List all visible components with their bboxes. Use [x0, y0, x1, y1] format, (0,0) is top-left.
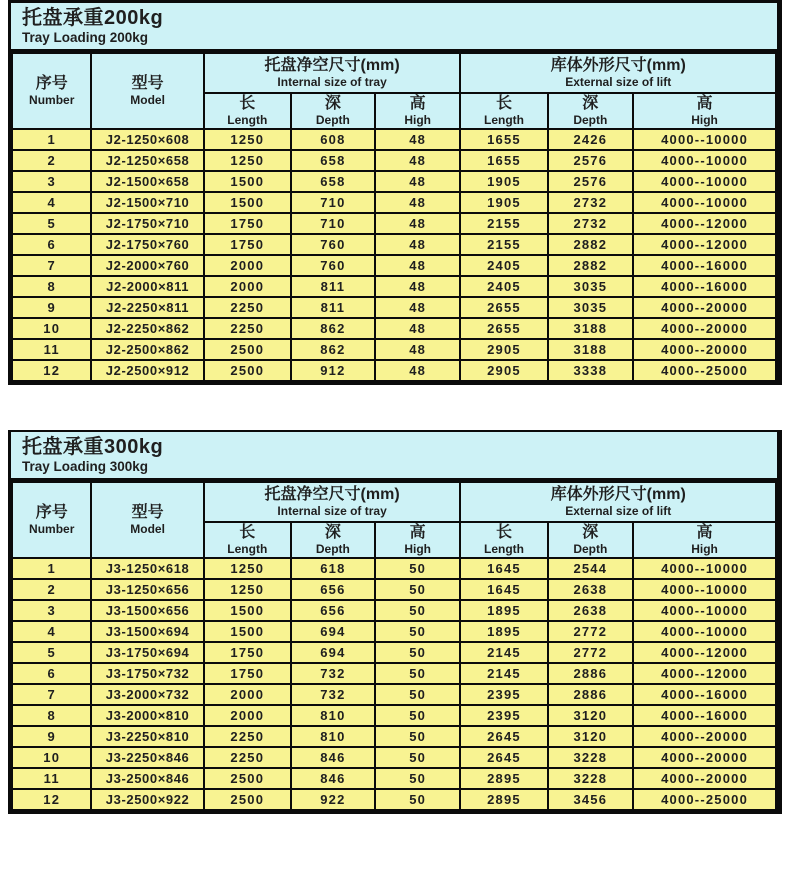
table-body-300kg	[12, 558, 776, 810]
cell: 4000--10000	[633, 600, 776, 621]
cell: 1655	[460, 129, 547, 150]
cell: 48	[375, 150, 461, 171]
cell: 50	[375, 621, 461, 642]
cell: 2886	[548, 663, 634, 684]
cell: 2732	[548, 213, 634, 234]
cell: 4	[12, 192, 91, 213]
label-en: High	[404, 113, 431, 128]
cell: 4000--12000	[633, 663, 776, 684]
col-header-external-high	[633, 522, 776, 558]
table-row	[12, 747, 776, 768]
col-header-number	[12, 53, 91, 129]
cell: J2-1250×608	[91, 129, 203, 150]
cell: 4	[12, 621, 91, 642]
cell: 2732	[548, 192, 634, 213]
cell: 4000--12000	[633, 642, 776, 663]
table-row	[12, 684, 776, 705]
col-header-model	[91, 482, 203, 558]
table-header	[12, 482, 776, 558]
cell: 4000--25000	[633, 360, 776, 381]
cell: 50	[375, 705, 461, 726]
col-header-number	[12, 482, 91, 558]
cell: 12	[12, 360, 91, 381]
section-title-band-300kg	[11, 432, 777, 481]
cell: J3-1250×618	[91, 558, 203, 579]
cell: 3035	[548, 297, 634, 318]
cell: 2655	[460, 297, 547, 318]
cell: 4000--10000	[633, 558, 776, 579]
cell: 1645	[460, 579, 547, 600]
cell: 1	[12, 558, 91, 579]
cell: 50	[375, 789, 461, 810]
cell: 48	[375, 255, 461, 276]
col-group-external-zh: 库体外形尺寸(mm)	[550, 486, 686, 504]
cell: 694	[291, 621, 375, 642]
cell: 4000--10000	[633, 171, 776, 192]
col-header-internal-length	[204, 522, 291, 558]
cell: J2-1750×710	[91, 213, 203, 234]
cell: 710	[291, 213, 375, 234]
cell: 6	[12, 234, 91, 255]
cell: 1905	[460, 171, 547, 192]
cell: 1750	[204, 663, 291, 684]
cell: 4000--12000	[633, 234, 776, 255]
col-group-external-en: External size of lift	[565, 75, 672, 90]
table-row	[12, 276, 776, 297]
cell: 2905	[460, 360, 547, 381]
spec-table-200kg	[11, 52, 777, 382]
cell: 11	[12, 339, 91, 360]
cell: 4000--16000	[633, 705, 776, 726]
cell: J3-2250×810	[91, 726, 203, 747]
cell: 48	[375, 234, 461, 255]
cell: 4000--16000	[633, 255, 776, 276]
cell: 4000--10000	[633, 579, 776, 600]
col-header-number-zh: 序号	[35, 504, 68, 522]
table-row	[12, 318, 776, 339]
cell: 10	[12, 747, 91, 768]
label-en: Depth	[573, 113, 608, 128]
cell: 4000--20000	[633, 297, 776, 318]
col-header-external-high	[633, 93, 776, 129]
cell: 50	[375, 642, 461, 663]
cell: 11	[12, 768, 91, 789]
cell: 732	[291, 684, 375, 705]
cell: 1500	[204, 171, 291, 192]
cell: 862	[291, 339, 375, 360]
cell: 2544	[548, 558, 634, 579]
cell: 618	[291, 558, 375, 579]
col-group-internal-size	[204, 482, 461, 522]
cell: 2250	[204, 726, 291, 747]
cell: 811	[291, 276, 375, 297]
cell: J2-2500×912	[91, 360, 203, 381]
cell: J3-2000×810	[91, 705, 203, 726]
col-header-external-length	[460, 93, 547, 129]
tray-loading-200kg-section	[8, 0, 782, 385]
label-zh: 深	[582, 95, 599, 113]
col-header-number-en: Number	[29, 522, 75, 537]
table-row	[12, 663, 776, 684]
col-group-internal-zh: 托盘净空尺寸(mm)	[264, 57, 400, 75]
cell: 732	[291, 663, 375, 684]
cell: 710	[291, 192, 375, 213]
cell: 922	[291, 789, 375, 810]
cell: 1250	[204, 129, 291, 150]
cell: 4000--12000	[633, 213, 776, 234]
table-row	[12, 600, 776, 621]
cell: 2895	[460, 789, 547, 810]
table-body-200kg	[12, 129, 776, 381]
label-en: Length	[483, 542, 524, 557]
cell: J3-1250×656	[91, 579, 203, 600]
cell: 48	[375, 213, 461, 234]
cell: 3456	[548, 789, 634, 810]
col-header-model-en: Model	[130, 93, 165, 108]
cell: 2895	[460, 768, 547, 789]
cell: J3-2000×732	[91, 684, 203, 705]
cell: 2772	[548, 642, 634, 663]
cell: 658	[291, 171, 375, 192]
cell: 2145	[460, 663, 547, 684]
cell: 4000--25000	[633, 789, 776, 810]
cell: 48	[375, 297, 461, 318]
cell: 50	[375, 768, 461, 789]
label-en: Length	[227, 542, 268, 557]
cell: 2	[12, 150, 91, 171]
cell: 48	[375, 171, 461, 192]
label-en: Length	[227, 113, 268, 128]
label-en: Depth	[315, 542, 350, 557]
cell: 48	[375, 276, 461, 297]
cell: 3120	[548, 705, 634, 726]
cell: 2772	[548, 621, 634, 642]
col-header-internal-high	[375, 522, 461, 558]
cell: 1500	[204, 600, 291, 621]
cell: J2-1250×658	[91, 150, 203, 171]
cell: 1750	[204, 234, 291, 255]
cell: 2155	[460, 213, 547, 234]
cell: 2250	[204, 747, 291, 768]
tray-loading-300kg-section	[8, 430, 782, 814]
cell: 1895	[460, 621, 547, 642]
cell: 3338	[548, 360, 634, 381]
table-row	[12, 705, 776, 726]
cell: 2000	[204, 255, 291, 276]
cell: 4000--20000	[633, 747, 776, 768]
cell: 2145	[460, 642, 547, 663]
cell: 50	[375, 726, 461, 747]
col-header-internal-length	[204, 93, 291, 129]
label-zh: 高	[696, 95, 713, 113]
cell: 656	[291, 600, 375, 621]
cell: 2000	[204, 276, 291, 297]
cell: 48	[375, 318, 461, 339]
col-header-number-en: Number	[29, 93, 75, 108]
cell: 4000--10000	[633, 150, 776, 171]
cell: J2-1750×760	[91, 234, 203, 255]
table-row	[12, 213, 776, 234]
cell: 2426	[548, 129, 634, 150]
label-en: Length	[483, 113, 524, 128]
cell: 3188	[548, 318, 634, 339]
label-zh: 高	[409, 95, 426, 113]
cell: 3188	[548, 339, 634, 360]
cell: 8	[12, 705, 91, 726]
label-zh: 深	[324, 524, 341, 542]
cell: 2638	[548, 600, 634, 621]
cell: 48	[375, 129, 461, 150]
cell: 48	[375, 192, 461, 213]
cell: J3-1750×694	[91, 642, 203, 663]
table-row	[12, 726, 776, 747]
cell: J3-2500×922	[91, 789, 203, 810]
cell: 6	[12, 663, 91, 684]
col-header-internal-high	[375, 93, 461, 129]
cell: 2250	[204, 318, 291, 339]
cell: 2886	[548, 684, 634, 705]
cell: J3-1750×732	[91, 663, 203, 684]
label-en: Depth	[315, 113, 350, 128]
label-zh: 深	[582, 524, 599, 542]
table-row	[12, 192, 776, 213]
label-zh: 长	[495, 95, 512, 113]
section-title-en: Tray Loading 300kg	[22, 458, 149, 474]
cell: 2576	[548, 171, 634, 192]
table-row	[12, 129, 776, 150]
cell: 912	[291, 360, 375, 381]
cell: 1500	[204, 621, 291, 642]
cell: 4000--20000	[633, 318, 776, 339]
cell: 2645	[460, 747, 547, 768]
cell: 2500	[204, 789, 291, 810]
label-zh: 高	[409, 524, 426, 542]
label-en: High	[691, 542, 718, 557]
cell: J2-2500×862	[91, 339, 203, 360]
cell: 3	[12, 600, 91, 621]
col-group-external-size	[460, 482, 776, 522]
cell: 1655	[460, 150, 547, 171]
cell: 3	[12, 171, 91, 192]
section-title-zh: 托盘承重200kg	[22, 7, 164, 29]
cell: 9	[12, 297, 91, 318]
spec-table-300kg	[11, 481, 777, 811]
cell: 4000--16000	[633, 684, 776, 705]
col-header-model-en: Model	[130, 522, 165, 537]
cell: 9	[12, 726, 91, 747]
cell: 1750	[204, 642, 291, 663]
cell: 2000	[204, 684, 291, 705]
cell: J3-1500×656	[91, 600, 203, 621]
cell: 4000--20000	[633, 726, 776, 747]
cell: 50	[375, 747, 461, 768]
cell: 7	[12, 255, 91, 276]
cell: 50	[375, 600, 461, 621]
cell: 50	[375, 579, 461, 600]
label-zh: 深	[324, 95, 341, 113]
cell: 7	[12, 684, 91, 705]
cell: 4000--10000	[633, 621, 776, 642]
label-zh: 长	[239, 95, 256, 113]
cell: 4000--10000	[633, 192, 776, 213]
table-row	[12, 621, 776, 642]
cell: J2-1500×658	[91, 171, 203, 192]
cell: 4000--16000	[633, 276, 776, 297]
col-header-number-zh: 序号	[35, 75, 68, 93]
cell: 1645	[460, 558, 547, 579]
col-header-internal-depth	[291, 93, 375, 129]
cell: J3-2250×846	[91, 747, 203, 768]
cell: 862	[291, 318, 375, 339]
cell: 2395	[460, 705, 547, 726]
table-row	[12, 360, 776, 381]
cell: 811	[291, 297, 375, 318]
cell: 694	[291, 642, 375, 663]
table-row	[12, 234, 776, 255]
col-group-external-zh: 库体外形尺寸(mm)	[550, 57, 686, 75]
cell: 810	[291, 705, 375, 726]
cell: 2500	[204, 360, 291, 381]
cell: 3228	[548, 747, 634, 768]
cell: 2395	[460, 684, 547, 705]
label-en: High	[691, 113, 718, 128]
cell: 810	[291, 726, 375, 747]
cell: 50	[375, 663, 461, 684]
cell: 2405	[460, 255, 547, 276]
col-group-internal-en: Internal size of tray	[277, 75, 387, 90]
cell: 2645	[460, 726, 547, 747]
section-title-band-200kg	[11, 3, 777, 52]
cell: 2250	[204, 297, 291, 318]
cell: J2-2000×811	[91, 276, 203, 297]
cell: 1250	[204, 150, 291, 171]
col-header-internal-depth	[291, 522, 375, 558]
col-group-internal-zh: 托盘净空尺寸(mm)	[264, 486, 400, 504]
table-row	[12, 339, 776, 360]
cell: 4000--10000	[633, 129, 776, 150]
cell: 3228	[548, 768, 634, 789]
cell: 2905	[460, 339, 547, 360]
cell: 656	[291, 579, 375, 600]
col-header-external-depth	[548, 93, 634, 129]
cell: 846	[291, 768, 375, 789]
col-header-model-zh: 型号	[131, 504, 164, 522]
cell: 760	[291, 234, 375, 255]
cell: J2-2000×760	[91, 255, 203, 276]
cell: 1250	[204, 579, 291, 600]
cell: 2500	[204, 768, 291, 789]
cell: 2882	[548, 234, 634, 255]
cell: 12	[12, 789, 91, 810]
table-row	[12, 789, 776, 810]
table-row	[12, 642, 776, 663]
cell: J2-1500×710	[91, 192, 203, 213]
col-group-internal-en: Internal size of tray	[277, 504, 387, 519]
cell: 3035	[548, 276, 634, 297]
cell: 8	[12, 276, 91, 297]
cell: 1500	[204, 192, 291, 213]
cell: 1905	[460, 192, 547, 213]
cell: 2405	[460, 276, 547, 297]
label-zh: 长	[239, 524, 256, 542]
col-group-internal-size	[204, 53, 461, 93]
cell: 1895	[460, 600, 547, 621]
section-title-zh: 托盘承重300kg	[22, 435, 164, 458]
col-header-model	[91, 53, 203, 129]
cell: 760	[291, 255, 375, 276]
cell: 4000--20000	[633, 339, 776, 360]
cell: 658	[291, 150, 375, 171]
col-header-external-depth	[548, 522, 634, 558]
cell: J2-2250×811	[91, 297, 203, 318]
table-row	[12, 255, 776, 276]
table-header	[12, 53, 776, 129]
label-zh: 长	[495, 524, 512, 542]
cell: J3-2500×846	[91, 768, 203, 789]
section-title-en: Tray Loading 200kg	[22, 30, 149, 45]
cell: 2576	[548, 150, 634, 171]
cell: 1250	[204, 558, 291, 579]
cell: 2638	[548, 579, 634, 600]
table-row	[12, 579, 776, 600]
cell: 4000--20000	[633, 768, 776, 789]
table-row	[12, 171, 776, 192]
label-en: High	[404, 542, 431, 557]
cell: 2	[12, 579, 91, 600]
col-header-model-zh: 型号	[131, 75, 164, 93]
cell: 3120	[548, 726, 634, 747]
cell: 2155	[460, 234, 547, 255]
cell: 5	[12, 213, 91, 234]
cell: J3-1500×694	[91, 621, 203, 642]
cell: 2655	[460, 318, 547, 339]
cell: 50	[375, 684, 461, 705]
cell: 2000	[204, 705, 291, 726]
col-group-external-en: External size of lift	[565, 504, 672, 519]
cell: 2882	[548, 255, 634, 276]
cell: 50	[375, 558, 461, 579]
cell: 608	[291, 129, 375, 150]
cell: 1	[12, 129, 91, 150]
cell: 2500	[204, 339, 291, 360]
cell: 1750	[204, 213, 291, 234]
table-row	[12, 558, 776, 579]
table-row	[12, 768, 776, 789]
cell: 10	[12, 318, 91, 339]
table-row	[12, 297, 776, 318]
label-en: Depth	[573, 542, 608, 557]
col-group-external-size	[460, 53, 776, 93]
col-header-external-length	[460, 522, 547, 558]
cell: 5	[12, 642, 91, 663]
cell: 48	[375, 339, 461, 360]
label-zh: 高	[696, 524, 713, 542]
table-row	[12, 150, 776, 171]
cell: 48	[375, 360, 461, 381]
cell: 846	[291, 747, 375, 768]
cell: J2-2250×862	[91, 318, 203, 339]
